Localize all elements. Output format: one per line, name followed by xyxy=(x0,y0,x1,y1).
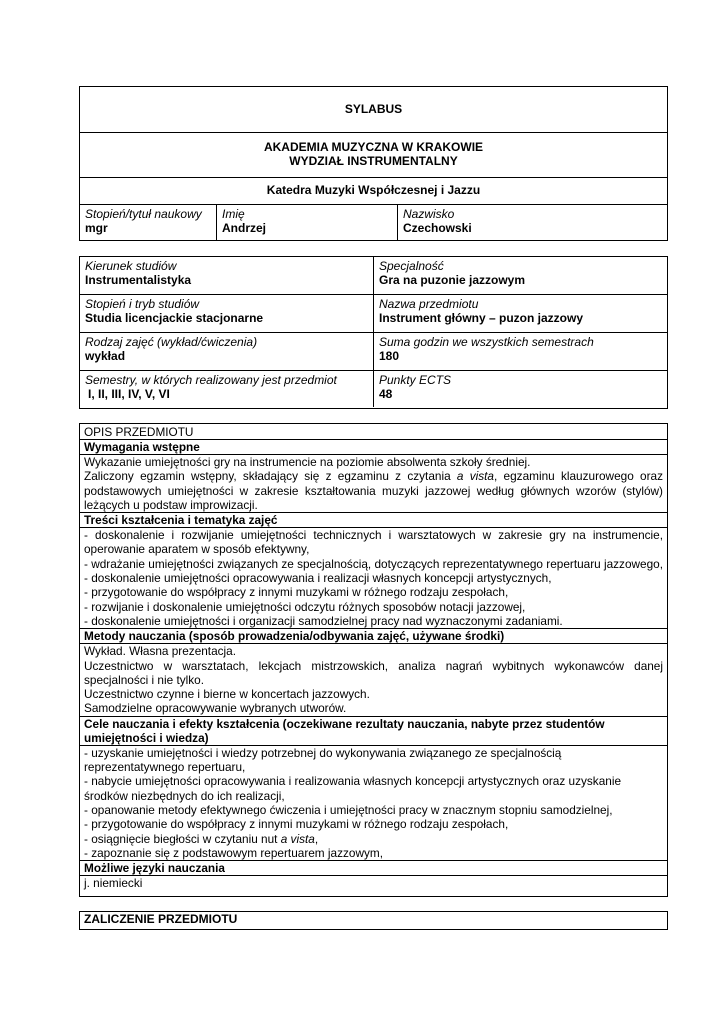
requirements-body xyxy=(80,455,667,513)
goals-line: - nabycie umiejętności opracowywania i realizowania własnych koncepcji artystycznych oraz uzyskanie środków niezbędnych do ich realizacji, xyxy=(84,774,622,803)
firstname-label: Imię xyxy=(222,207,245,221)
degree-cell xyxy=(80,205,217,240)
goals-title: Cele nauczania i efekty kształcenia (oczekiwane rezultaty nauczania, nabyte przez studentów umiejętności i wiedza) xyxy=(80,717,667,746)
mode-value: Studia licencjackie stacjonarne xyxy=(85,311,264,325)
subject-value: Instrument główny – puzon jazzowy xyxy=(379,311,584,325)
ects-label: Punkty ECTS xyxy=(379,373,452,387)
syllabus-title: SYLABUS xyxy=(344,102,403,116)
semesters-value: I, II, III, IV, V, VI xyxy=(88,387,170,401)
syllabus-title-row xyxy=(80,87,667,133)
methods-line: Wykład. Własna prezentacja. xyxy=(84,644,237,659)
spec-value: Gra na puzonie jazzowym xyxy=(379,273,526,287)
mode-cell xyxy=(80,295,374,332)
firstname-value: Andrzej xyxy=(222,221,267,235)
type-label: Rodzaj zajęć (wykład/ćwiczenia) xyxy=(85,335,258,349)
firstname-cell xyxy=(217,205,398,240)
a-vista-italic: a vista xyxy=(280,831,315,846)
field-label: Kierunek studiów xyxy=(85,259,177,273)
ects-cell xyxy=(374,371,667,407)
content-line: - doskonalenie umiejętności i organizacji samodzielnej pracy nad wyznaczonymi zadaniami. xyxy=(84,613,563,628)
course-row-3 xyxy=(80,333,667,371)
course-row-1 xyxy=(80,257,667,295)
field-cell xyxy=(80,257,374,294)
credit-title: ZALICZENIE PRZEDMIOTU xyxy=(84,912,238,926)
content-line: - rozwijanie i doskonalenie umiejętności odczytu różnych sposobów notacji jazzowej, xyxy=(84,599,526,614)
spec-cell xyxy=(374,257,667,294)
content-line: - przygotowanie do współpracy z innymi muzykami w różnego rodzaju zespołach, xyxy=(84,585,509,600)
content-line: - wdrażanie umiejętności związanych ze specjalnością, dotyczących reprezentatywnego repertuaru jazzowego, xyxy=(84,556,663,571)
semesters-label: Semestry, w których realizowany jest przedmiot xyxy=(85,373,337,387)
goals-text: - osiągnięcie biegłości w czytaniu nut xyxy=(84,831,281,846)
goals-line: - opanowanie metody efektywnego ćwiczenia i umiejętności pracy w znacznym stopniu samodzielnej, xyxy=(84,802,613,817)
course-box xyxy=(79,256,668,409)
languages-body xyxy=(80,876,667,890)
goals-text: , xyxy=(314,831,319,846)
faculty-name: WYDZIAŁ INSTRUMENTALNY xyxy=(289,154,458,168)
methods-title: Metody nauczania (sposób prowadzenia/odbywania zajęć, używane środki) xyxy=(80,629,667,644)
department-name: Katedra Muzyki Współczesnej i Jazzu xyxy=(266,183,481,197)
degree-value: mgr xyxy=(85,221,108,235)
hours-cell xyxy=(374,333,667,370)
academy-row xyxy=(80,133,667,178)
teacher-row xyxy=(80,205,667,240)
content-title: Treści kształcenia i tematyka zajęć xyxy=(80,513,667,528)
type-value: wykład xyxy=(85,349,126,363)
credit-box xyxy=(79,911,668,930)
methods-line: Samodzielne opracowywanie wybranych utworów. xyxy=(84,701,347,716)
requirements-line xyxy=(84,469,663,512)
languages-value: j. niemiecki xyxy=(84,876,143,891)
description-box xyxy=(79,423,668,897)
goals-line: - zapoznanie się z podstawowym repertuarem jazzowym, xyxy=(84,845,383,860)
field-value: Instrumentalistyka xyxy=(85,273,192,287)
goals-body xyxy=(80,746,667,861)
degree-label: Stopień/tytuł naukowy xyxy=(85,207,202,221)
course-row-4 xyxy=(80,371,667,407)
academy-name: AKADEMIA MUZYCZNA W KRAKOWIE xyxy=(263,140,484,154)
semesters-cell xyxy=(80,371,374,407)
requirements-line: Wykazanie umiejętności gry na instrumencie na poziomie absolwenta szkoły średniej. xyxy=(84,455,531,469)
methods-line: Uczestnictwo w warsztatach, lekcjach mistrzowskich, analiza nagrań wybitnych wykonawców danej specjalności i nie tylko. xyxy=(84,658,663,687)
type-cell xyxy=(80,333,374,370)
subject-label: Nazwa przedmiotu xyxy=(379,297,479,311)
content-body xyxy=(80,528,667,629)
requirements-text: Zaliczony egzamin wstępny, składający się z egzaminu z czytania xyxy=(84,469,457,484)
department-row xyxy=(80,178,667,205)
spec-label: Specjalność xyxy=(379,259,444,273)
hours-label: Suma godzin we wszystkich semestrach xyxy=(379,335,594,349)
content-line: - doskonalenie umiejętności opracowywania i realizacji własnych koncepcji artystycznych, xyxy=(84,571,552,586)
hours-value: 180 xyxy=(379,349,400,363)
subject-cell xyxy=(374,295,667,332)
header-box xyxy=(79,86,668,241)
languages-title: Możliwe języki nauczania xyxy=(80,861,667,876)
content-line: - doskonalenie i rozwijanie umiejętności technicznych i warsztatowych w zakresie gry na instrumencie, operowanie aparatem w sposób efektywny, xyxy=(84,528,663,557)
methods-body xyxy=(80,644,667,716)
description-title: OPIS PRZEDMIOTU xyxy=(80,424,667,440)
goals-line: - uzyskanie umiejętności i wiedzy potrzebnej do wykonywania związanego ze specjalnością reprezentatywnego repertuaru, xyxy=(84,745,562,775)
requirements-text: , egzaminu klauzurowego oraz podstawowych umiejętności w zakresie kształtowania muzyki jazzowej według głównych wzorów (stylów) leżących u podstaw improwizacji. xyxy=(84,469,663,512)
methods-line: Uczestnictwo czynne i bierne w koncertach jazzowych. xyxy=(84,687,370,702)
ects-value: 48 xyxy=(379,387,393,401)
lastname-value: Czechowski xyxy=(403,221,472,235)
goals-line: - przygotowanie do współpracy z innymi muzykami w różnego rodzaju zespołach, xyxy=(84,817,509,832)
mode-label: Stopień i tryb studiów xyxy=(85,297,200,311)
lastname-label: Nazwisko xyxy=(403,207,455,221)
lastname-cell xyxy=(398,205,667,240)
requirements-title: Wymagania wstępne xyxy=(80,440,667,455)
goals-line xyxy=(84,832,663,846)
course-row-2 xyxy=(80,295,667,333)
a-vista-italic: a vista xyxy=(456,469,494,484)
